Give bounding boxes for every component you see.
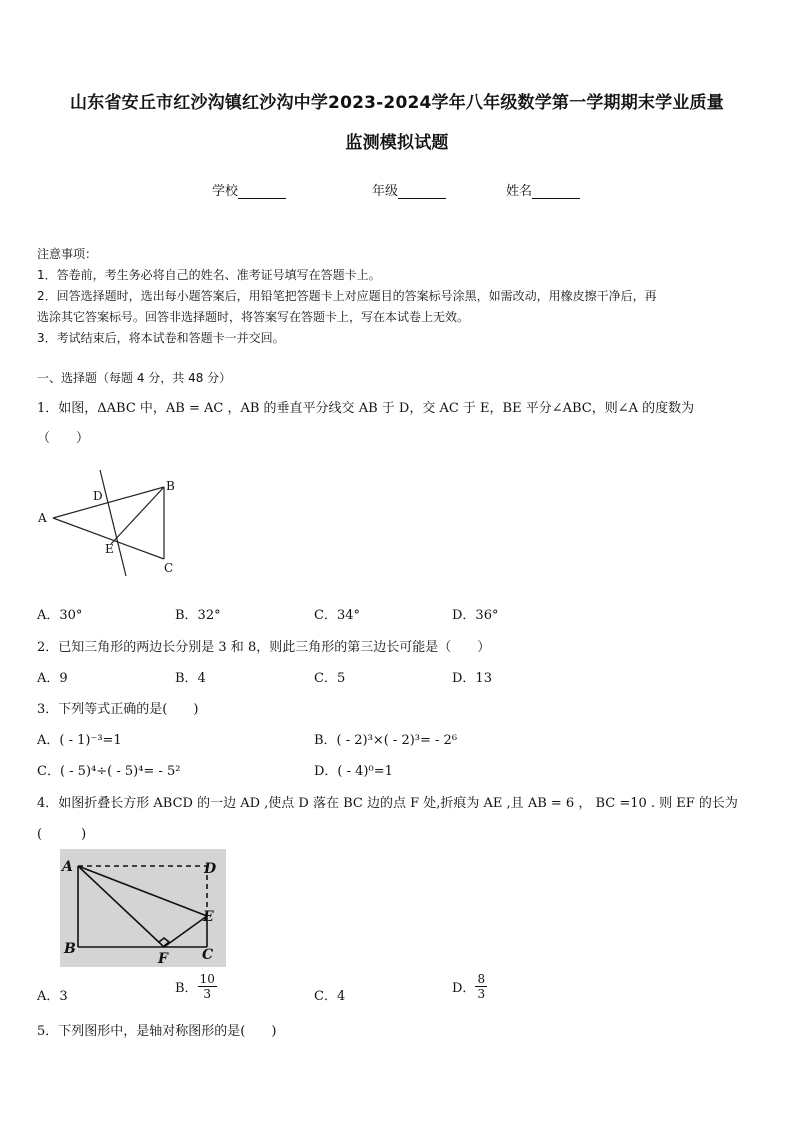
q4-option-a: A．3 (37, 989, 68, 1004)
name-blank (532, 184, 580, 199)
notice-heading: 注意事项： (37, 247, 98, 261)
q1-label-d: D (93, 489, 103, 503)
name-label: 姓名 (506, 184, 533, 199)
q4-blank: ( ) (37, 827, 87, 842)
q4-label-a: A (62, 859, 73, 875)
name-field (506, 180, 580, 199)
q5-text: 5．下列图形中，是轴对称图形的是( ) (37, 1024, 277, 1039)
q4-label-f: F (158, 951, 168, 967)
q3-option-c: C．( - 5)⁴÷( - 5)⁴= - 5² (37, 764, 181, 779)
section-heading: 一、选择题（每题 4 分，共 48 分） (37, 371, 232, 385)
q4-label-c: C (202, 947, 214, 963)
q4-option-d-numerator: 8 (477, 972, 486, 986)
q4-option-d-denominator: 3 (477, 987, 486, 1001)
grade-blank (398, 184, 446, 199)
notice-item-3: 3．考试结束后，将本试卷和答题卡一并交回。 (37, 331, 285, 345)
q1-text: 1．如图，ΔABC 中，AB = AC ，AB 的垂直平分线交 AB 于 D，交 AC 于 E，BE 平分∠ABC，则∠A 的度数为 (37, 401, 695, 416)
q4-option-c: C．4 (314, 989, 346, 1004)
q4-label-e: E (203, 909, 214, 925)
q1-option-b: B．32° (175, 608, 221, 623)
q1-option-c: C．34° (314, 608, 360, 623)
school-label: 学校 (212, 184, 239, 199)
q1-label-a: A (38, 511, 47, 525)
q1-option-a: A．30° (37, 608, 83, 623)
q1-option-d: D．36° (452, 608, 499, 623)
school-field (212, 180, 286, 199)
school-blank (238, 184, 286, 199)
q3-text: 3．下列等式正确的是( ) (37, 702, 199, 717)
q1-label-c: C (164, 561, 174, 575)
notice-item-1: 1．答卷前，考生务必将自己的姓名、准考证号填写在答题卡上。 (37, 268, 381, 282)
q3-option-a: A．( - 1)⁻³=1 (37, 733, 122, 748)
q2-option-b: B．4 (175, 671, 206, 686)
q2-option-a: A．9 (37, 671, 68, 686)
q4-option-b-denominator: 3 (203, 987, 212, 1001)
grade-label: 年级 (372, 184, 399, 199)
q4-option-b-prefix: B． (175, 981, 198, 996)
q2-option-d: D．13 (452, 671, 492, 686)
q1-blank: （ ） (37, 431, 90, 446)
q2-option-c: C．5 (314, 671, 346, 686)
q1-triangle-figure (36, 466, 206, 582)
q4-option-d-fraction (475, 972, 487, 1001)
q1-perp-bisector (100, 470, 126, 576)
notice-item-2a: 2．回答选择题时，选出每小题答案后，用铅笔把答题卡上对应题目的答案标号涂黑，如需改动，用橡皮擦干净后，再 (37, 289, 657, 303)
q4-option-b (175, 972, 217, 1001)
title-line-1: 山东省安丘市红沙沟镇红沙沟中学2023-2024学年八年级数学第一学期期末学业质量 (70, 93, 724, 113)
q4-text: 4．如图折叠长方形 ABCD 的一边 AD ,使点 D 落在 BC 边的点 F 处,折痕为 AE ,且 AB = 6 ， BC =10 . 则 EF 的长为 (37, 796, 738, 811)
q1-label-b: B (166, 479, 175, 493)
q4-label-d: D (204, 861, 217, 877)
q2-text: 2．已知三角形的两边长分别是 3 和 8，则此三角形的第三边长可能是（ ） (37, 640, 491, 655)
q1-label-e: E (105, 542, 114, 556)
q4-option-b-numerator: 10 (199, 972, 215, 986)
q4-label-b: B (64, 941, 76, 957)
q1-segment-be (111, 487, 164, 544)
notice-item-2b: 选涂其它答案标号。回答非选择题时，将答案写在答题卡上，写在本试卷上无效。 (37, 310, 470, 324)
title-line-2: 监测模拟试题 (345, 133, 449, 153)
q4-option-d-prefix: D． (452, 981, 476, 996)
q3-option-b: B．( - 2)³×( - 2)³= - 2⁶ (314, 733, 458, 748)
grade-field (372, 180, 446, 199)
q3-option-d: D．( - 4)⁰=1 (314, 764, 393, 779)
q4-option-d (452, 972, 487, 1001)
q4-rectangle-figure (60, 849, 226, 967)
q4-option-b-fraction (198, 972, 217, 1001)
